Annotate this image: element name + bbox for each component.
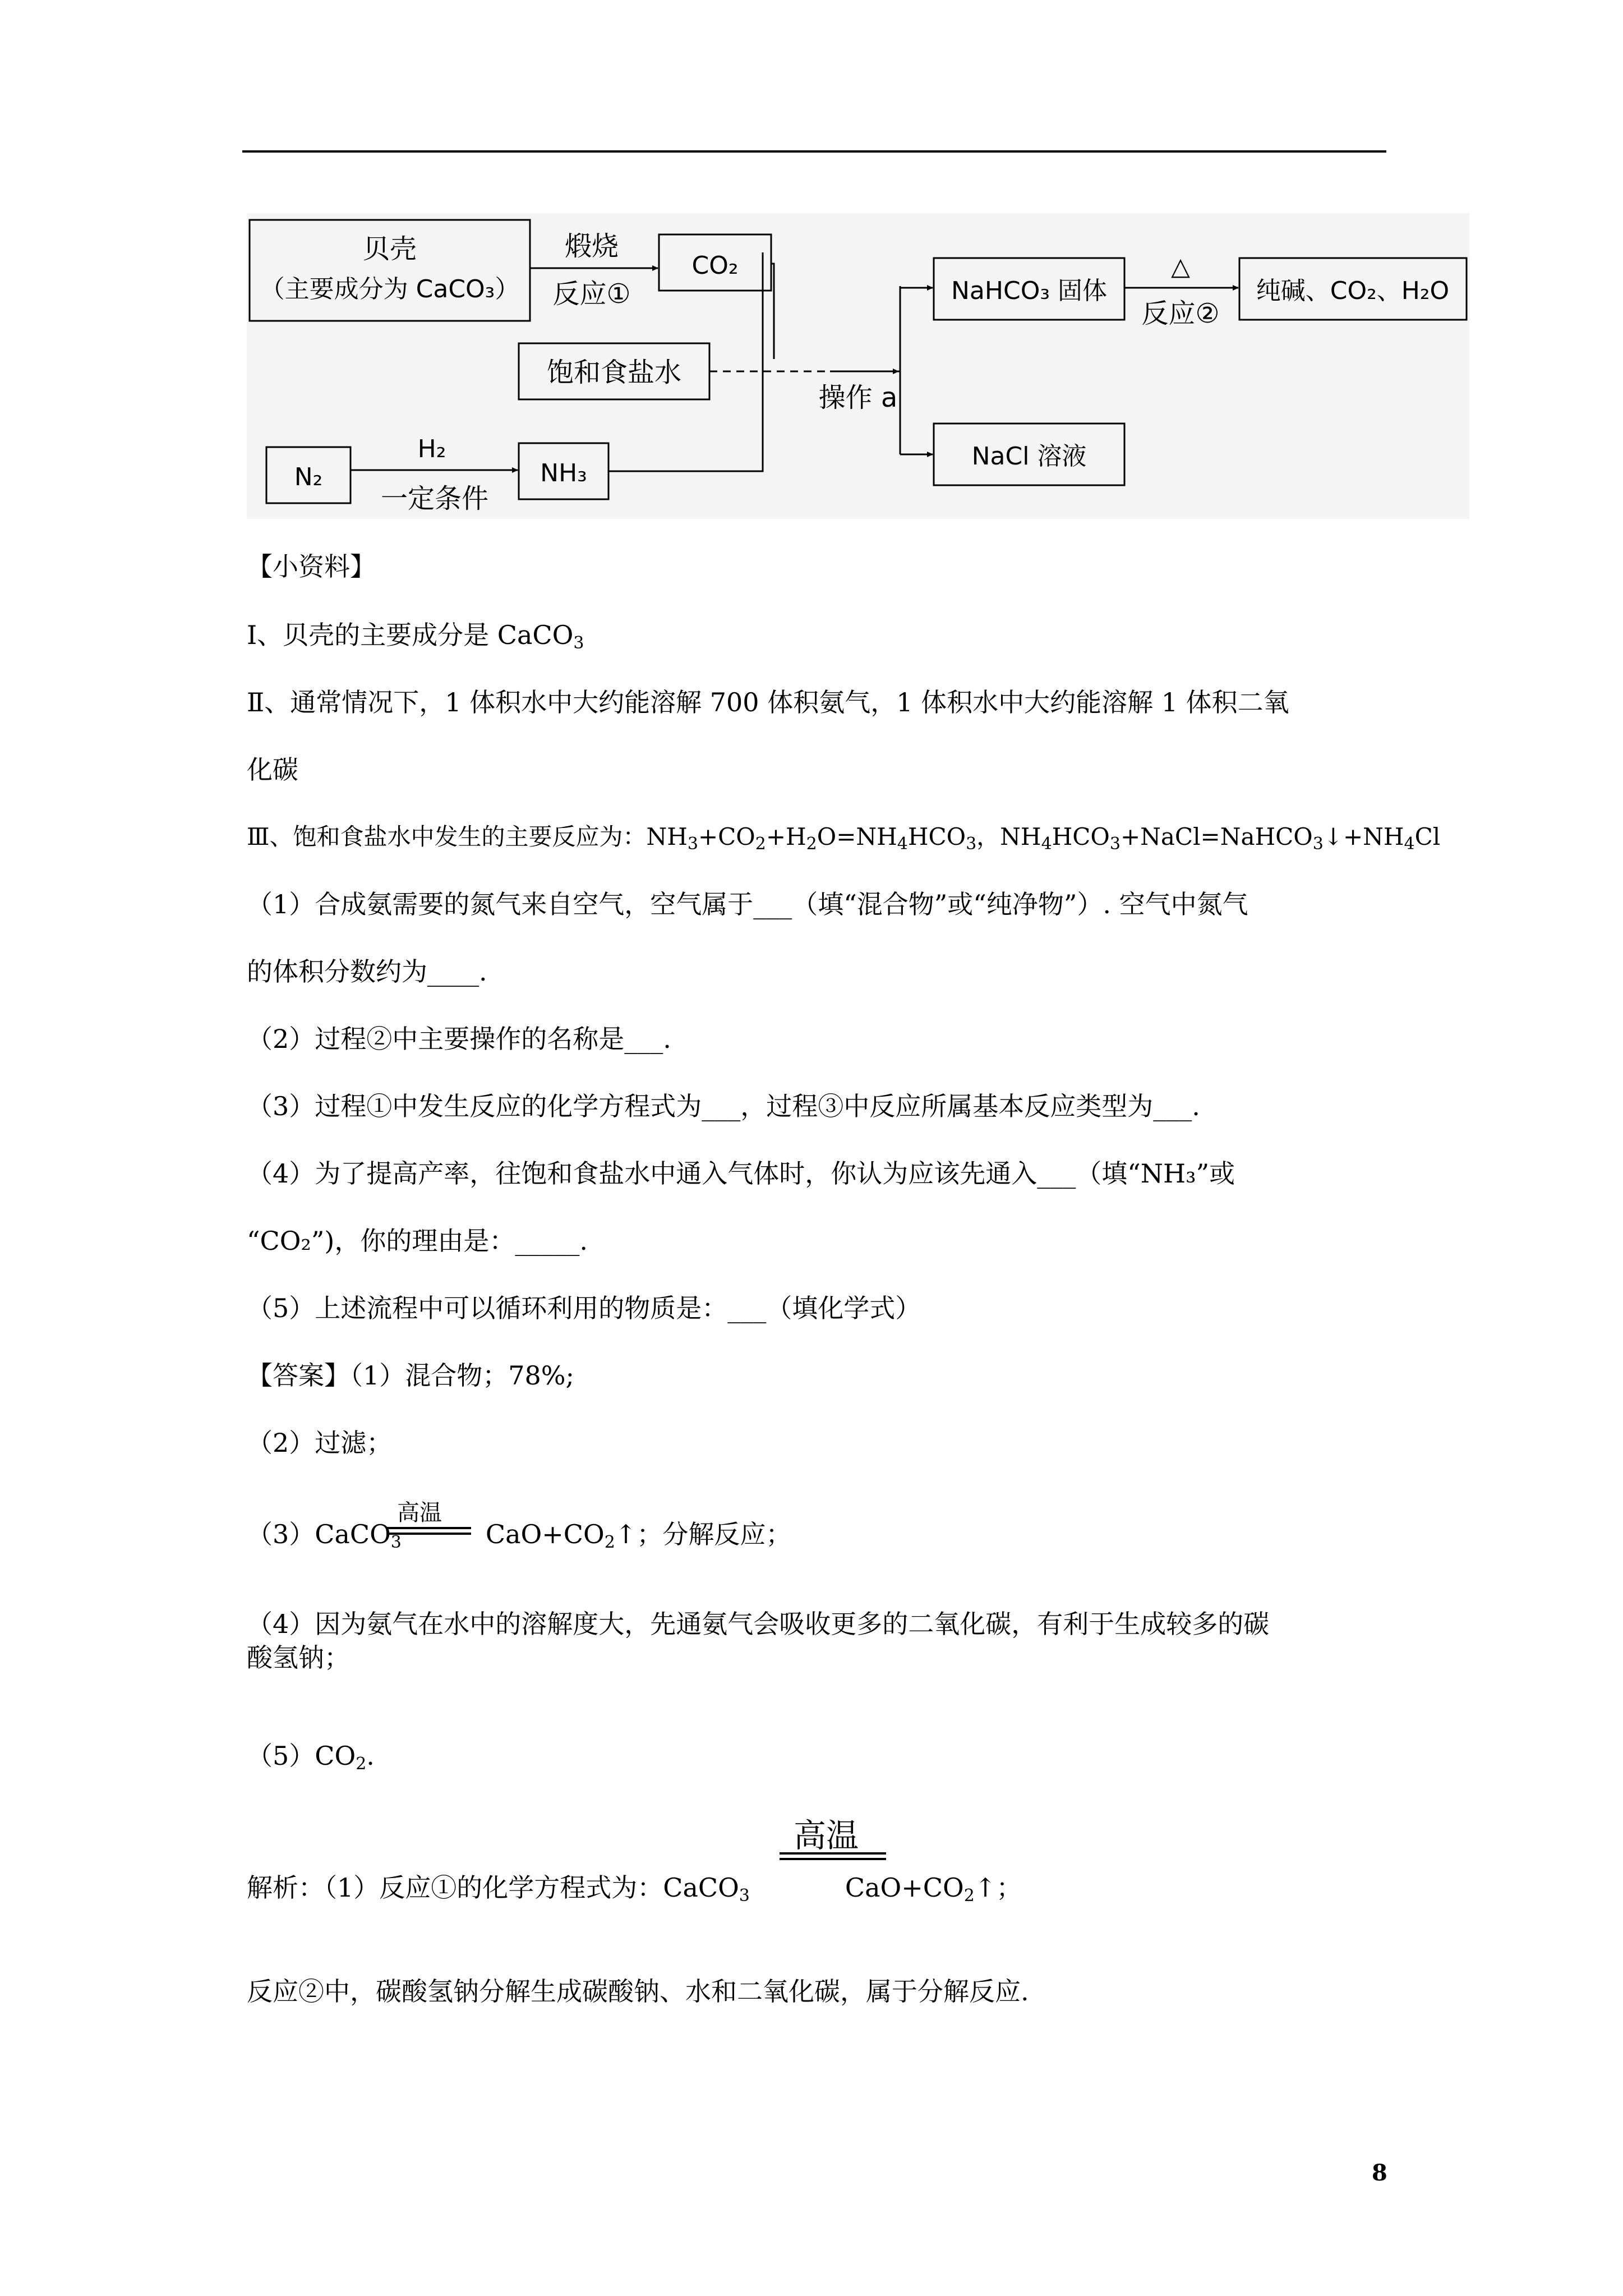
- reaction-text-segment: +H: [766, 823, 806, 850]
- answer-3: （3）CaCO$_3$ $CaO+CO_2↑$；分解反应；: [247, 1519, 792, 1552]
- question-2: （2）过程②中主要操作的名称是___.: [247, 1024, 671, 1054]
- reaction-subscript: 2: [806, 834, 817, 854]
- info-title: 【小资料】: [247, 551, 376, 582]
- info-item1: Ⅰ、贝壳的主要成分是 CaCO$_3$: [247, 620, 584, 653]
- question-4-line1: （4）为了提高产率，往饱和食盐水中通入气体时，你认为应该先通入___（填“NH₃”或: [247, 1158, 1235, 1189]
- answer-3-equals-sign: [387, 1527, 471, 1535]
- reaction-text-segment: HCO: [1052, 823, 1110, 850]
- co2-label: CO₂: [691, 251, 739, 280]
- operation-a-label: 操作 a: [818, 382, 898, 413]
- shell-label-line2: （主要成分为 CaCO₃）: [260, 275, 520, 303]
- analysis-line1: 解析：（1）反应①的化学方程式为：CaCO$_3$ $CaO+CO_2↑$；: [247, 1872, 1022, 1906]
- reaction-text-segment: +CO: [698, 823, 755, 850]
- heat-symbol: △: [1171, 252, 1190, 281]
- answer-2: （2）过滤；: [247, 1428, 393, 1458]
- reaction-text-segment: Cl: [1414, 823, 1441, 850]
- analysis-condition: 高温: [794, 1816, 859, 1855]
- question-5: （5）上述流程中可以循环利用的物质是：___（填化学式）: [247, 1293, 921, 1323]
- products-label: 纯碱、CO₂、H₂O: [1256, 277, 1450, 305]
- reaction-text-segment: Ⅲ、饱和食盐水中发生的主要反应为：NH: [247, 823, 688, 850]
- reaction-subscript: 4: [1404, 834, 1415, 854]
- question-1-line1: （1）合成氨需要的氮气来自空气，空气属于___（填“混合物”或“纯净物”）. 空气中氮气: [247, 889, 1248, 919]
- reaction-subscript: 2: [755, 834, 766, 854]
- info-item3: [247, 820, 1440, 861]
- h2-label: H₂: [417, 435, 446, 463]
- analysis-line2: 反应②中，碳酸氢钠分解生成碳酸钠、水和二氧化碳，属于分解反应.: [247, 1976, 1029, 2007]
- reaction-text-segment: HCO: [907, 823, 966, 850]
- answer-5: $(5)CO_2$.: [247, 1741, 375, 1774]
- reaction-subscript: 3: [966, 834, 977, 854]
- question-3: （3）过程①中发生反应的化学方程式为___，过程③中反应所属基本反应类型为___.: [247, 1091, 1200, 1121]
- reaction-text-segment: +NaCl=NaHCO: [1120, 823, 1313, 850]
- page-number: 8: [1372, 2160, 1387, 2186]
- question-4-line2: “CO₂”)，你的理由是：_____.: [247, 1226, 588, 1256]
- reaction-subscript: 3: [1312, 834, 1324, 854]
- flow-diagram: [0, 0, 1623, 539]
- nahco3-label: NaHCO₃ 固体: [951, 277, 1107, 305]
- condition-label: 一定条件: [380, 483, 489, 514]
- info-item2-line2: 化碳: [247, 754, 298, 785]
- reaction-text-segment: ↓+NH: [1323, 823, 1404, 850]
- shell-label-line1: 贝壳: [362, 233, 417, 265]
- nacl-label: NaCl 溶液: [971, 442, 1087, 471]
- reaction-text-segment: ，NH: [976, 823, 1041, 850]
- nh3-label: NH₃: [540, 459, 587, 487]
- reaction-subscript: 3: [687, 834, 698, 854]
- reaction2-label: 反应②: [1141, 298, 1220, 329]
- answer-4-line2: 酸氢钠；: [247, 1642, 350, 1673]
- reaction-subscript: 4: [897, 834, 908, 854]
- answer-3-condition: 高温: [397, 1500, 442, 1526]
- reaction-subscript: 4: [1041, 834, 1052, 854]
- brine-label: 饱和食盐水: [546, 357, 682, 388]
- n2-label: N₂: [294, 463, 323, 491]
- info-item2-line1: Ⅱ、通常情况下，1 体积水中大约能溶解 700 体积氨气，1 体积水中大约能溶解 1 体积二氧: [247, 687, 1289, 717]
- calcine-label: 煅烧: [564, 231, 619, 262]
- analysis-equals-sign: [780, 1852, 886, 1860]
- question-1-line2: 的体积分数约为____.: [247, 956, 487, 987]
- answer-1: 【答案】（1）混合物；78%;: [247, 1360, 575, 1391]
- reaction-subscript: 3: [1109, 834, 1121, 854]
- reaction1-label: 反应①: [552, 278, 631, 310]
- reaction-text-segment: O=NH: [817, 823, 897, 850]
- answer-4-line1: （4）因为氨气在水中的溶解度大，先通氨气会吸收更多的二氧化碳，有利于生成较多的碳: [247, 1609, 1270, 1639]
